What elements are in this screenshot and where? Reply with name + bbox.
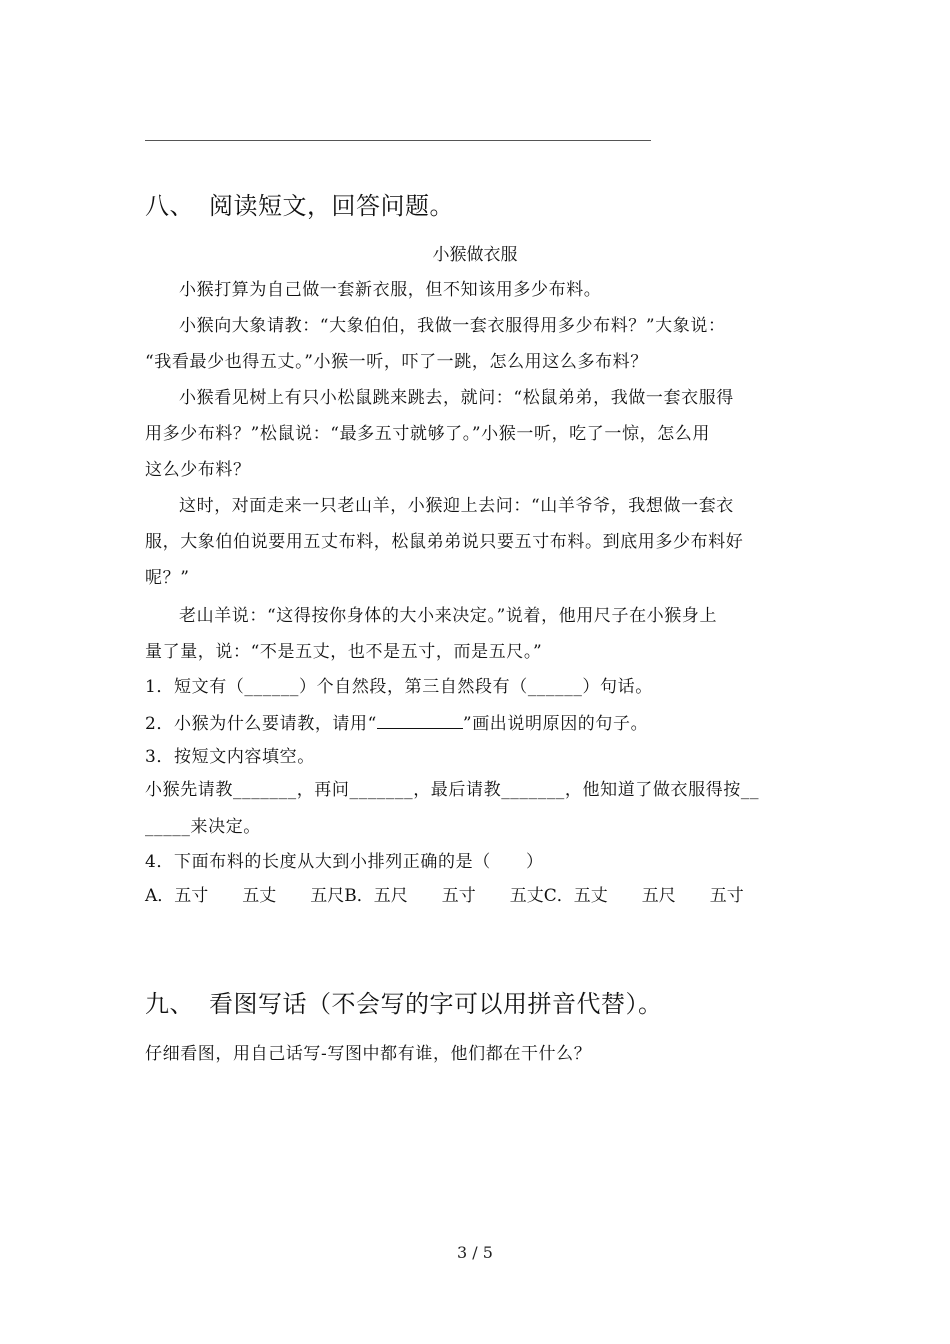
- story-title: 小猴做衣服: [432, 245, 518, 265]
- underline-marker: [377, 710, 463, 729]
- story-line: 小猴向大象请教：“大象伯伯，我做一套衣服得用多少布料？”大象说：: [179, 316, 726, 336]
- question-3-fill-line-1: 小猴先请教_______，再问_______，最后请教_______，他知道了做衣服得按__: [145, 780, 760, 800]
- story-line: 服，大象伯伯说要用五丈布料，松鼠弟弟说只要五寸布料。到底用多少布料好: [145, 532, 744, 552]
- section-9-number: 九、: [145, 990, 194, 1018]
- section-9-title: 看图写话（不会写的字可以用拼音代替）。: [209, 990, 663, 1018]
- question-2-text-after: ”画出说明原因的句子。: [462, 714, 649, 734]
- section-9-instruction: 仔细看图，用自己话写-写图中都有谁，他们都在干什么？: [145, 1044, 592, 1064]
- story-line: “我看最少也得五丈。”小猴一听，吓了一跳，怎么用这么多布料？: [145, 352, 648, 372]
- story-line: 这时，对面走来一只老山羊，小猴迎上去问：“山羊爷爷，我想做一套衣: [179, 496, 734, 516]
- question-4-options: [145, 884, 744, 908]
- story-line: 小猴打算为自己做一套新衣服，但不知该用多少布料。: [179, 280, 602, 300]
- question-1: 1．短文有（______）个自然段，第三自然段有（______）句话。: [145, 677, 653, 697]
- answer-line: [145, 140, 651, 141]
- question-4: 4．下面布料的长度从大到小排列正确的是（ ）: [145, 852, 544, 872]
- page-number: 3 / 5: [457, 1243, 493, 1262]
- section-8-heading: [145, 191, 454, 221]
- story-line: 用多少布料？”松鼠说：“最多五寸就够了。”小猴一听，吃了一惊，怎么用: [145, 424, 710, 444]
- story-line: 呢？”: [145, 568, 190, 588]
- question-2-text-before: 2．小猴为什么要请教，请用“: [145, 714, 377, 734]
- story-line: 小猴看见树上有只小松鼠跳来跳去，就问：“松鼠弟弟，我做一套衣服得: [179, 388, 734, 408]
- question-4-options-text: A．五寸 五丈 五尺B．五尺 五寸 五丈C．五丈 五尺 五寸: [145, 886, 744, 906]
- story-line: 老山羊说：“这得按你身体的大小来决定。”说着，他用尺子在小猴身上: [179, 606, 718, 626]
- section-9-heading: [145, 989, 663, 1019]
- section-8-title: 阅读短文，回答问题。: [209, 192, 454, 220]
- story-line: 量了量，说：“不是五丈，也不是五寸，而是五尺。”: [145, 642, 543, 662]
- question-3: 3．按短文内容填空。: [145, 747, 315, 767]
- question-2: [145, 710, 648, 736]
- section-8-number: 八、: [145, 192, 194, 220]
- question-3-fill-line-2: _____来决定。: [145, 817, 261, 837]
- story-line: 这么少布料？: [145, 460, 251, 480]
